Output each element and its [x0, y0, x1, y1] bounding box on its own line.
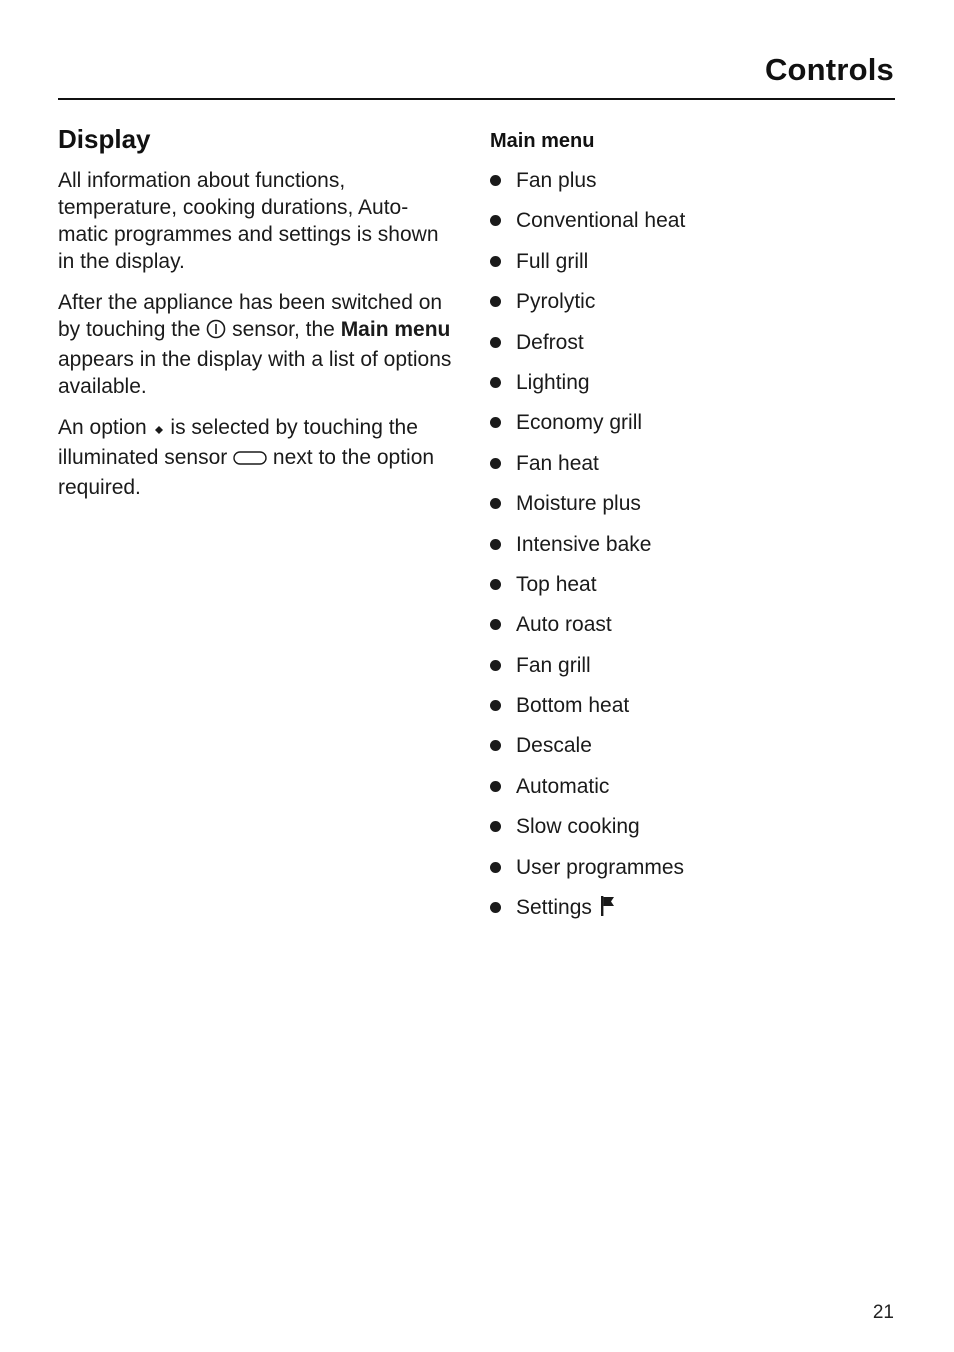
list-item — [490, 652, 890, 692]
bullet-icon — [490, 579, 501, 590]
bullet-icon — [490, 175, 501, 186]
bullet-icon — [490, 215, 501, 226]
menu-item-label: Settings — [516, 896, 592, 920]
page-title: Controls — [764, 52, 894, 87]
bullet-icon — [490, 417, 501, 428]
bullet-icon — [490, 337, 501, 348]
section-title: Display — [58, 124, 151, 154]
menu-item-label: Fan grill — [516, 653, 591, 677]
list-item — [490, 288, 890, 328]
bullet-icon — [490, 296, 501, 307]
bullet-icon — [490, 377, 501, 388]
list-item — [490, 571, 890, 611]
menu-item-label: Auto roast — [516, 613, 612, 637]
para2-text-start: After the appliance has been switched on by touching the — [58, 291, 443, 341]
menu-item-label: Pyrolytic — [516, 290, 596, 314]
menu-item-label: User programmes — [516, 855, 685, 879]
bullet-icon — [490, 498, 501, 509]
list-item — [490, 773, 890, 813]
list-item — [490, 409, 890, 449]
header-divider — [58, 98, 895, 100]
bullet-icon — [490, 781, 501, 792]
flag-icon — [600, 895, 616, 924]
bullet-icon — [490, 862, 501, 873]
menu-item-label: Lighting — [516, 370, 590, 394]
menu-item-label: Bottom heat — [516, 694, 630, 718]
bullet-icon — [490, 700, 501, 711]
menu-item-label: Economy grill — [516, 411, 643, 435]
page-number: 21 — [872, 1302, 894, 1323]
bullet-icon — [490, 740, 501, 751]
list-item — [490, 329, 890, 369]
menu-item-label: Top heat — [516, 572, 597, 596]
list-item — [490, 894, 890, 934]
menu-item-label: Full grill — [516, 249, 589, 273]
menu-item-label: Fan heat — [516, 451, 599, 475]
menu-item-label: Conventional heat — [516, 209, 686, 233]
para3-text-start: An option — [58, 416, 147, 439]
para2-text-end: appears in the display with a list of options available. — [58, 348, 452, 398]
menu-item-label: Fan plus — [516, 169, 597, 192]
rounded-sensor-icon — [233, 447, 267, 474]
list-item — [490, 732, 890, 772]
power-icon — [206, 319, 226, 346]
main-menu-heading: Main menu — [490, 130, 595, 152]
menu-item-label: Moisture plus — [516, 492, 641, 516]
bullet-icon — [490, 458, 501, 469]
list-item — [490, 369, 890, 409]
diamond-bullet-icon — [153, 417, 165, 444]
bullet-icon — [490, 660, 501, 671]
bullet-icon — [490, 902, 501, 913]
display-paragraph-1: All information about functions, temperature, cooking durations, Auto-matic programmes and settings is shown in the display. — [58, 169, 439, 273]
display-paragraph-2 — [58, 289, 458, 400]
list-item — [490, 531, 890, 571]
main-menu-section — [490, 130, 890, 934]
para3-text-mid: is selected by touching the illuminated sensor — [58, 416, 418, 469]
list-item — [490, 813, 890, 853]
list-item — [490, 692, 890, 732]
menu-item-label: Slow cooking — [516, 815, 640, 839]
list-item — [490, 490, 890, 530]
list-item — [490, 207, 890, 247]
list-item — [490, 167, 890, 207]
para3-text-end: next to the option required. — [58, 446, 435, 499]
list-item — [490, 248, 890, 288]
bullet-icon — [490, 539, 501, 550]
display-section — [58, 124, 458, 515]
bullet-icon — [490, 619, 501, 630]
bullet-icon — [490, 821, 501, 832]
bullet-icon — [490, 256, 501, 267]
list-item — [490, 450, 890, 490]
list-item — [490, 611, 890, 651]
para2-text-mid: sensor, the — [226, 318, 341, 341]
main-menu-bold: Main menu — [340, 318, 451, 341]
list-item — [490, 854, 890, 894]
display-paragraph-3 — [58, 414, 458, 501]
menu-item-label: Intensive bake — [516, 532, 652, 556]
main-menu-list — [490, 167, 890, 934]
menu-item-label: Descale — [516, 734, 592, 758]
menu-item-label: Defrost — [516, 330, 584, 354]
menu-item-label: Automatic — [516, 774, 610, 798]
